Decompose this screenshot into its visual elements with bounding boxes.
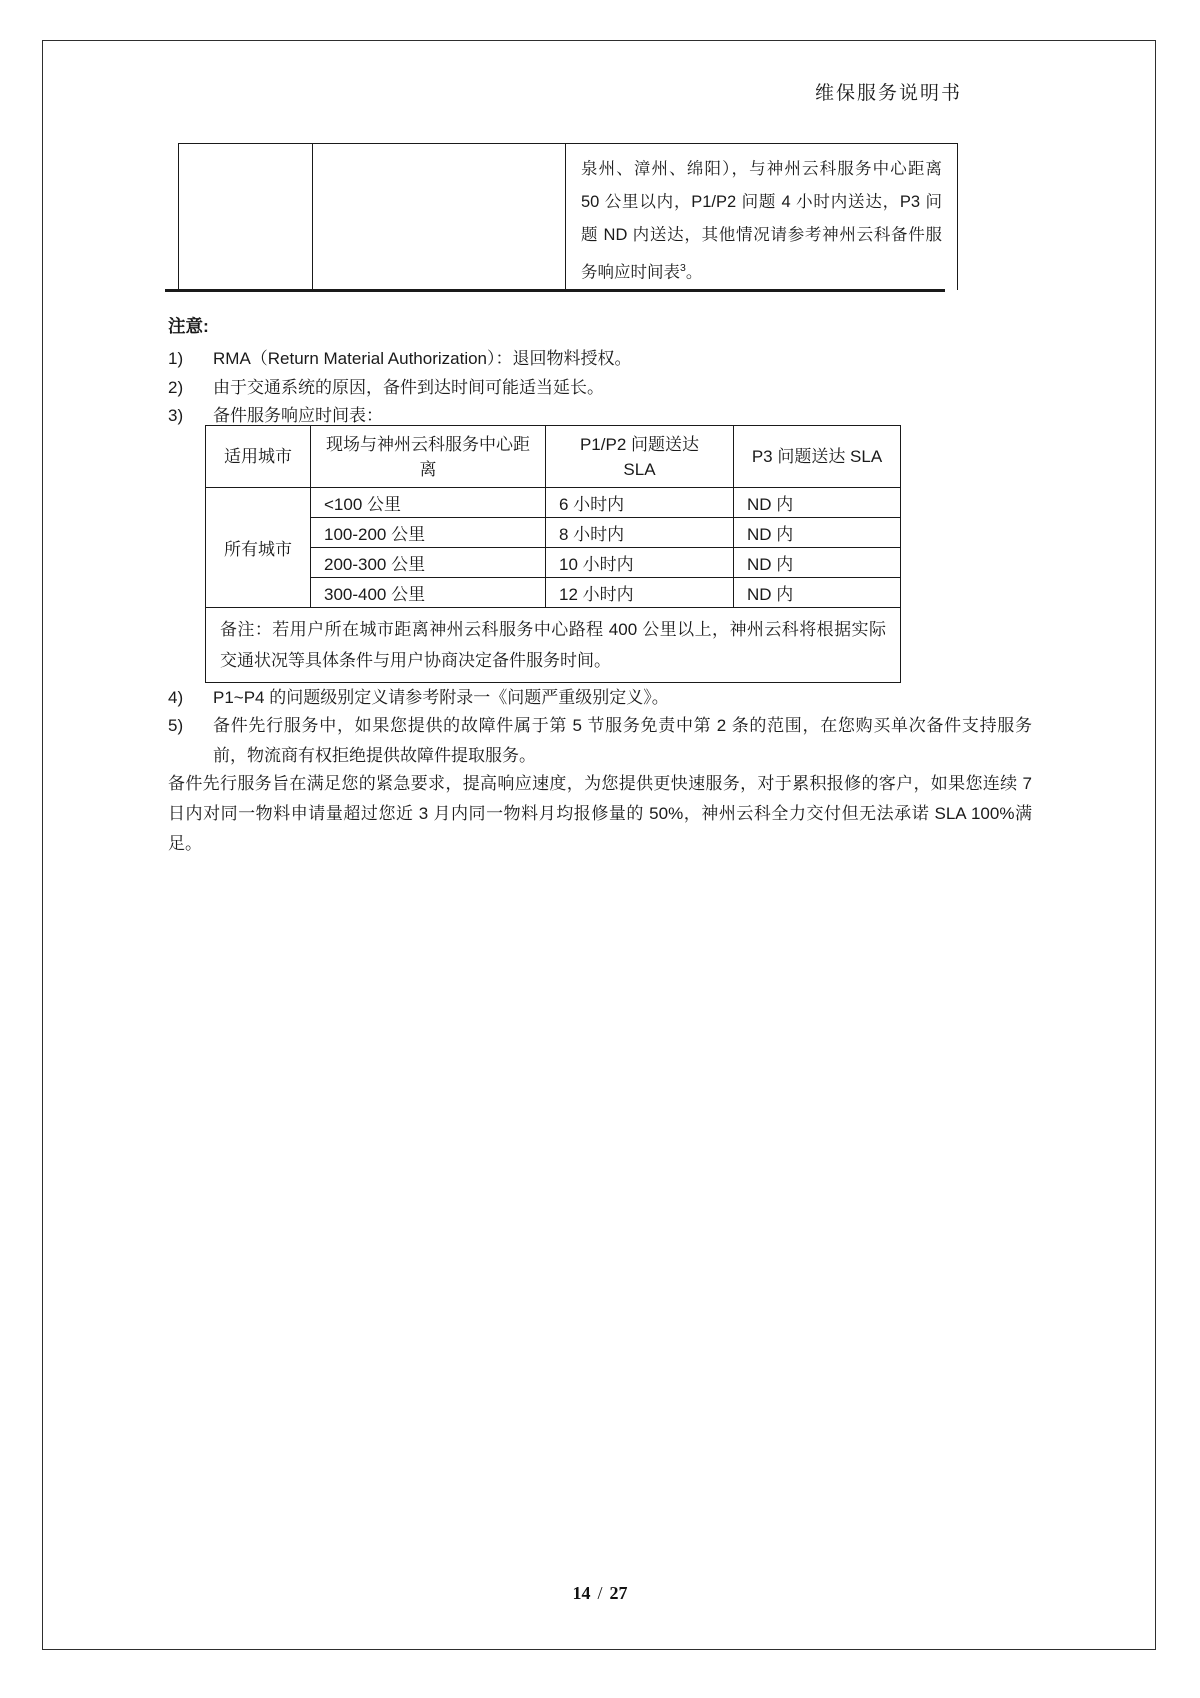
note-text: 备件先行服务中，如果您提供的故障件属于第 5 节服务免责中第 2 条的范围，在您购买单次备件支持服务前，物流商有权拒绝提供故障件提取服务。 — [213, 716, 1032, 765]
sla-header-p1p2 — [546, 426, 734, 488]
sla-header-p1p2-label: P1/P2 问题送达 SLA — [579, 434, 700, 479]
sla-row-1 — [206, 488, 901, 518]
sla-p1p2: 10 小时内 — [546, 548, 734, 578]
sla-header-row — [206, 426, 901, 488]
continued-table-cell-empty-2 — [312, 144, 565, 290]
sla-distance: <100 公里 — [311, 488, 546, 518]
note-number: 3) — [168, 406, 184, 425]
continued-table-text-end: 。 — [685, 263, 703, 282]
sla-header-distance-label: 现场与神州云科服务中心距离 — [326, 434, 530, 479]
sla-row-3 — [206, 548, 901, 578]
sla-table — [205, 425, 901, 683]
note-text: 备件服务响应时间表： — [213, 406, 383, 425]
page-number-current: 14 — [572, 1583, 591, 1603]
sla-p3: ND 内 — [734, 548, 901, 578]
page-number-total: 27 — [609, 1583, 628, 1603]
page-number-separator: / — [597, 1583, 603, 1603]
notice-heading: 注意: — [168, 316, 209, 336]
sla-header-distance — [311, 426, 546, 488]
continued-table-cell-text — [565, 144, 958, 290]
sla-header-city-label: 适用城市 — [224, 447, 292, 466]
note-text: RMA（Return Material Authorization）：退回物料授权。 — [213, 349, 632, 368]
sla-p3: ND 内 — [734, 488, 901, 518]
note-item-5 — [168, 711, 1032, 771]
note-number: 2) — [168, 378, 184, 397]
closing-paragraph: 备件先行服务旨在满足您的紧急要求，提高响应速度，为您提供更快速服务，对于累积报修的客户，如果您连续 7 日内对同一物料申请量超过您近 3 月内同一物料月均报修量的 50%，神州云科全力交付但无法承诺 SLA 100%满足。 — [168, 774, 1032, 853]
sla-header-city — [206, 426, 311, 488]
table-bottom-rule — [165, 289, 945, 292]
sla-distance: 300-400 公里 — [311, 578, 546, 608]
sla-p1p2: 6 小时内 — [546, 488, 734, 518]
note-item-1 — [168, 344, 632, 374]
sla-p3: ND 内 — [734, 518, 901, 548]
footnote-ref-3: 3 — [680, 262, 686, 274]
page-header-title: 维保服务说明书 — [814, 83, 962, 104]
sla-p1p2: 12 小时内 — [546, 578, 734, 608]
note-text: P1~P4 的问题级别定义请参考附录一《问题严重级别定义》。 — [213, 688, 669, 707]
sla-remark-row — [206, 608, 901, 683]
continued-table — [178, 143, 958, 289]
sla-city-group: 所有城市 — [206, 488, 311, 608]
note-item-2 — [168, 373, 604, 403]
sla-header-p3-label: P3 问题送达 SLA — [751, 447, 883, 466]
sla-distance: 100-200 公里 — [311, 518, 546, 548]
note-number: 4) — [168, 688, 184, 707]
sla-p1p2: 8 小时内 — [546, 518, 734, 548]
continued-table-text: 泉州、漳州、绵阳），与神州云科服务中心距离 50 公里以内，P1/P2 问题 4 小时内送达，P3 问题 ND 内送达，其他情况请参考神州云科备件服务响应时间表 — [581, 160, 942, 282]
sla-row-4 — [206, 578, 901, 608]
sla-header-p3 — [734, 426, 901, 488]
continued-table-cell-empty-1 — [178, 144, 312, 290]
note-text: 由于交通系统的原因，备件到达时间可能适当延长。 — [213, 378, 604, 397]
sla-distance: 200-300 公里 — [311, 548, 546, 578]
note-item-4 — [168, 683, 669, 713]
note-number: 1) — [168, 349, 184, 368]
page-footer — [0, 1583, 1200, 1604]
note-number: 5) — [168, 716, 184, 735]
sla-remark: 备注：若用户所在城市距离神州云科服务中心路程 400 公里以上，神州云科将根据实际交通状况等具体条件与用户协商决定备件服务时间。 — [206, 608, 901, 683]
sla-p3: ND 内 — [734, 578, 901, 608]
sla-row-2 — [206, 518, 901, 548]
